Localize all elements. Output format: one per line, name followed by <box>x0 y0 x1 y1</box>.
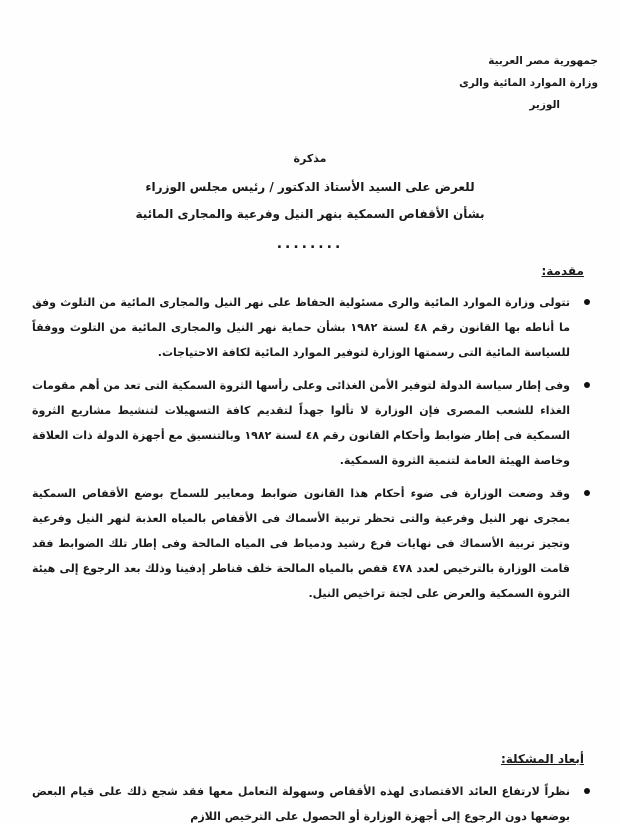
introduction-paragraph <box>32 373 590 473</box>
introduction-paragraph <box>32 481 590 606</box>
letterhead <box>459 50 598 116</box>
paragraph-text: تتولى وزارة الموارد المائية والرى مسئولية الحفاظ على نهر النيل والمجارى المائية من التلوث وفق ما أناطه بها القانون رقم ٤٨ لسنة ١٩٨٢ بشأن حماية نهر النيل والمجارى المائية من التلوث ووفقاً للسياسة المائية التى رسمتها الوزارة لتوفير الموارد المائية لكافة الاحتياجات. <box>32 296 570 359</box>
bullet-icon <box>584 299 590 305</box>
memo-subject: بشأن الأقفاص السمكية بنهر النيل وفرعية والمجارى المائية <box>135 207 485 221</box>
bullet-icon <box>584 382 590 388</box>
letterhead-ministry: وزارة الموارد المائية والرى <box>459 77 598 89</box>
paragraph-text: وفى إطار سياسة الدولة لتوفير الأمن الغذائى وعلى رأسها الثروة السمكية التى تعد من أهم مقومات الغذاء للشعب المصرى فإن الوزارة لا تألوا جهداً لتقديم كافة التسهيلات لتنشيط مشاريع الثروة السمكية فى إطار ضوابط وأحكام القانون رقم ٤٨ لسنة ١٩٨٢ وبالتنسيق مع أجهزة الدولة ذات العلاقة وخاصة الهيئة العامة لتنمية الثروة السمكية. <box>32 379 570 467</box>
letterhead-minister: الوزير <box>529 99 560 111</box>
memo-title: مذكرة <box>293 152 327 165</box>
separator-dots: ........ <box>276 236 344 252</box>
letterhead-country: جمهورية مصر العربية <box>488 55 598 67</box>
problem-list <box>32 779 590 829</box>
paragraph-text: وقد وضعت الوزارة فى ضوء أحكام هذا القانون ضوابط ومعايير للسماح بوضع الأقفاص السمكية بمجرى نهر النيل وفرعية والتى تحظر تربية الأسماك فى الأقفاص بالمياه العذبة لنهر النيل وفرعية وتجيز تربية الأسماك فى نهايات فرع رشيد ودمياط فى المياه المالحة وفى إطار تلك الضوابط فقد قامت الوزارة بالترخيص لعدد ٤٧٨ قفص بالمياه المالحة خلف قناطر إدفينا وذلك بعد الرجوع إلى هيئة الثروة السمكية والعرض على لجنة تراخيص النيل. <box>32 487 570 600</box>
bullet-icon <box>584 788 590 794</box>
bullet-icon <box>584 490 590 496</box>
memo-addressee: للعرض على السيد الأستاذ الدكتور / رئيس مجلس الوزراء <box>145 180 475 194</box>
paragraph-text: نظراً لارتفاع العائد الاقتصادى لهذه الأقفاص وسهولة التعامل معها فقد شجع ذلك على قيام البعض بوضعها دون الرجوع إلى أجهزة الوزارة أو الحصول على الترخيص اللازم <box>32 785 570 823</box>
problem-paragraph <box>32 779 590 829</box>
introduction-heading: مقدمة: <box>541 264 584 278</box>
introduction-paragraph <box>32 290 590 365</box>
problem-heading: أبعاد المشكلة: <box>500 752 584 766</box>
introduction-list <box>32 290 590 614</box>
